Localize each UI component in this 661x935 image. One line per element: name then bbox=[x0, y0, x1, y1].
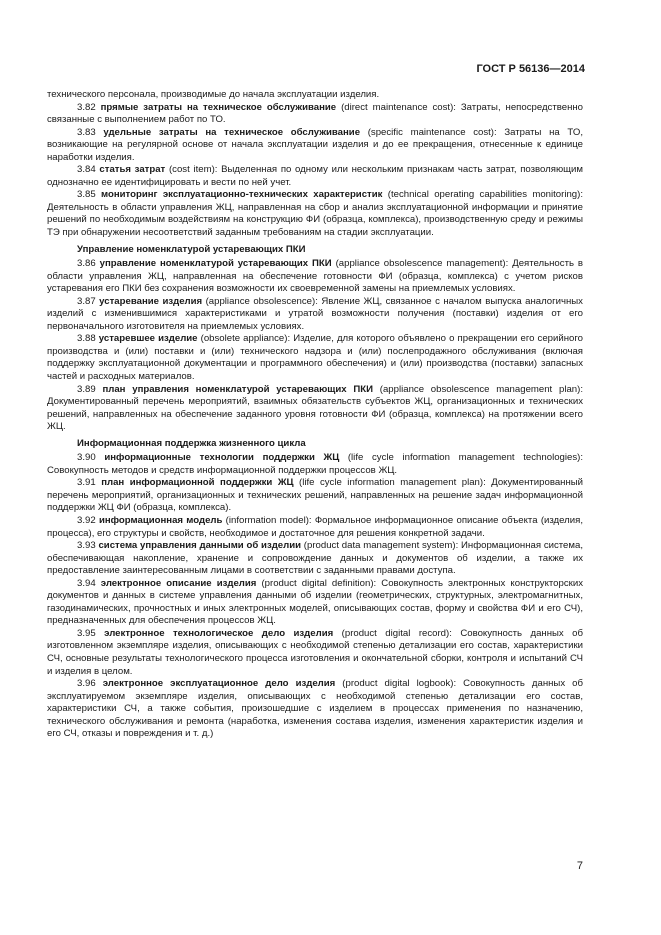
page-number: 7 bbox=[576, 860, 583, 872]
term-name: информационные технологии поддержки ЖЦ bbox=[104, 452, 340, 464]
term-name: управление номенклатурой устаревающих ПКИ bbox=[99, 258, 332, 270]
term-name: прямые затраты на техническое обслуживание bbox=[100, 101, 337, 113]
term-3-87 bbox=[47, 296, 583, 334]
section-heading-information-support: Информационная поддержка жизненного цикла bbox=[77, 437, 306, 449]
term-name: устаревание изделия bbox=[99, 295, 203, 307]
term-name: план информационной поддержки ЖЦ bbox=[101, 477, 294, 489]
term-3-94 bbox=[47, 578, 583, 628]
term-definition: (product digital definition): Совокупность электронных конструкторских документов и данных в системе управления данными об изделии (геометрических, структурных, электромагнитных, газодинамических, прочностных и иных электронных моделей, описывающих состав, форму и свойства ФИ и его СЧ), предназначенных для обеспечения процессов ЖЦ. bbox=[47, 577, 583, 627]
group-1 bbox=[47, 102, 583, 240]
term-definition: (information model): Формальное информационное описание объекта (изделия, процесса), его структуры и свойств, необходимое и достаточное для решения конкретной задачи. bbox=[47, 514, 583, 539]
term-3-93 bbox=[47, 540, 583, 578]
group-3 bbox=[47, 452, 583, 741]
document-header: ГОСТ Р 56136—2014 bbox=[476, 63, 585, 75]
term-definition: (product digital record): Совокупность данных об изготовленном экземпляре изделия, описывающих с необходимой степенью детализации его состав, характеристики СЧ, основные результаты технологического процесса изготовления и окончательной сборки, контроля и испытаний СЧ и изделия в целом. bbox=[47, 627, 584, 677]
term-3-96 bbox=[47, 678, 583, 741]
term-number: 3.89 bbox=[77, 383, 96, 395]
term-number: 3.82 bbox=[77, 101, 96, 113]
term-number: 3.95 bbox=[77, 627, 96, 639]
term-name: электронное эксплуатационное дело изделия bbox=[102, 678, 336, 690]
term-name: электронное описание изделия bbox=[100, 577, 257, 589]
term-number: 3.93 bbox=[77, 540, 96, 552]
term-definition: (product data management system): Информационная система, обеспечивающая накопление, хранение и сопровождение данных и документов об изделии, а также их предоставление заинтересованным лицами в соответствии с заданными правами доступа. bbox=[47, 540, 583, 577]
term-3-83 bbox=[47, 127, 583, 165]
term-definition: (appliance obsolescence): Явление ЖЦ, связанное с началом выпуска аналогичных изделий с изменившимися характеристиками и утратой возможности получения (поставки) изделия от его первоначального изготовителя на приемлемых условиях. bbox=[47, 295, 583, 332]
term-number: 3.85 bbox=[77, 189, 96, 201]
section-heading-obsolescence: Управление номенклатурой устаревающих ПКИ bbox=[77, 243, 306, 255]
term-definition: (direct maintenance cost): Затраты, непосредственно связанные с выполнением работ по ТО. bbox=[47, 101, 583, 126]
term-number: 3.91 bbox=[77, 477, 96, 489]
term-3-85 bbox=[47, 189, 583, 239]
term-definition: (appliance obsolescence management): Деятельность в области управления ЖЦ, направленная на обеспечение готовности ФИ (образца, комплекса) с учетом рисков устаревания его ПКИ без сохранения возможности их своевременной замены на приемлемых условиях. bbox=[47, 258, 583, 295]
term-number: 3.84 bbox=[77, 164, 96, 176]
term-3-90 bbox=[47, 452, 583, 477]
term-definition: (obsolete appliance): Изделие, для которого объявлено о прекращении его серийного производства и (или) поставки и (или) технического надзора и (или) послепродажного обслуживания (включая поддержку эксплуатационной документации и программного обеспечения) и (или) производства (поставки) запасных частей и расходных материалов. bbox=[47, 333, 583, 382]
term-3-92 bbox=[47, 515, 583, 540]
term-name: электронное технологическое дело изделия bbox=[104, 627, 334, 639]
term-number: 3.86 bbox=[77, 258, 96, 270]
term-definition: (product digital logbook): Совокупность данных об эксплуатируемом экземпляре изделия, описывающих с необходимой степенью детализации его состав, характеристики СЧ, а также события, произошедшие с изделием в процессах применения по назначению, технического обслуживания и ремонта (наработка, изменения состава изделия, изменения характеристик изделия и его СЧ, отказы и повреждения и т. д.) bbox=[47, 678, 583, 740]
term-number: 3.83 bbox=[77, 126, 96, 138]
term-3-86 bbox=[47, 258, 583, 296]
term-number: 3.92 bbox=[77, 514, 96, 526]
term-name: статья затрат bbox=[99, 164, 166, 176]
term-name: мониторинг эксплуатационно-технических характеристик bbox=[101, 189, 383, 201]
term-3-88 bbox=[47, 333, 583, 383]
term-definition: (life cycle information management technologies): Совокупность методов и средств информационной поддержки процессов ЖЦ. bbox=[47, 452, 583, 476]
term-3-95 bbox=[47, 628, 583, 678]
term-name: устаревшее изделие bbox=[98, 333, 198, 345]
term-3-84 bbox=[47, 164, 583, 189]
term-number: 3.96 bbox=[77, 678, 96, 690]
group-2 bbox=[47, 258, 583, 434]
term-name: система управления данными об изделии bbox=[98, 540, 302, 552]
intro-paragraph: технического персонала, производимые до начала эксплуатации изделия. bbox=[47, 89, 380, 100]
document-body bbox=[47, 89, 583, 741]
term-definition: (cost item): Выделенная по одному или нескольким признакам часть затрат, позволяющим однозначно ее идентифицировать и вести по ней учет. bbox=[47, 164, 583, 188]
term-number: 3.90 bbox=[77, 452, 96, 464]
term-number: 3.94 bbox=[77, 577, 96, 589]
term-number: 3.88 bbox=[77, 333, 96, 345]
term-definition: (specific maintenance cost): Затраты на ТО, возникающие на регулярной основе от начала эксплуатации изделия и до ее прекращения, отнесенные к единице наработки изделия. bbox=[47, 126, 583, 163]
term-3-89 bbox=[47, 384, 583, 434]
term-name: удельные затраты на техническое обслуживание bbox=[103, 126, 361, 138]
term-definition: (technical operating capabilities monitoring): Деятельность в области управления ЖЦ, направленная на сбор и анализ эксплуатационной информации и принятие решений по необходимым воздействиям на конструкцию ФИ (образца, комплекса), производственную среду и режимы ТЭ при обнаружении несоответствий заданным требованиям на стадии эксплуатации. bbox=[47, 189, 583, 239]
term-name: план управления номенклатурой устаревающих ПКИ bbox=[102, 383, 374, 395]
term-definition: (life cycle information management plan): Документированный перечень мероприятий, организационных и технических решений, направленных на решение задач информационной поддержки ЖЦ ФИ (образца, комплекса). bbox=[47, 477, 584, 514]
term-3-91 bbox=[47, 477, 583, 515]
term-name: информационная модель bbox=[98, 514, 223, 526]
term-3-82 bbox=[47, 102, 583, 127]
term-definition: (appliance obsolescence management plan): Документированный перечень мероприятий, взаимных обязательств субъектов ЖЦ, организационных и технических решений, направленных на обеспечение заданного уровня готовности ФИ (образца, комплекса) на протяжении всего ЖЦ. bbox=[47, 383, 583, 433]
term-number: 3.87 bbox=[77, 295, 96, 307]
